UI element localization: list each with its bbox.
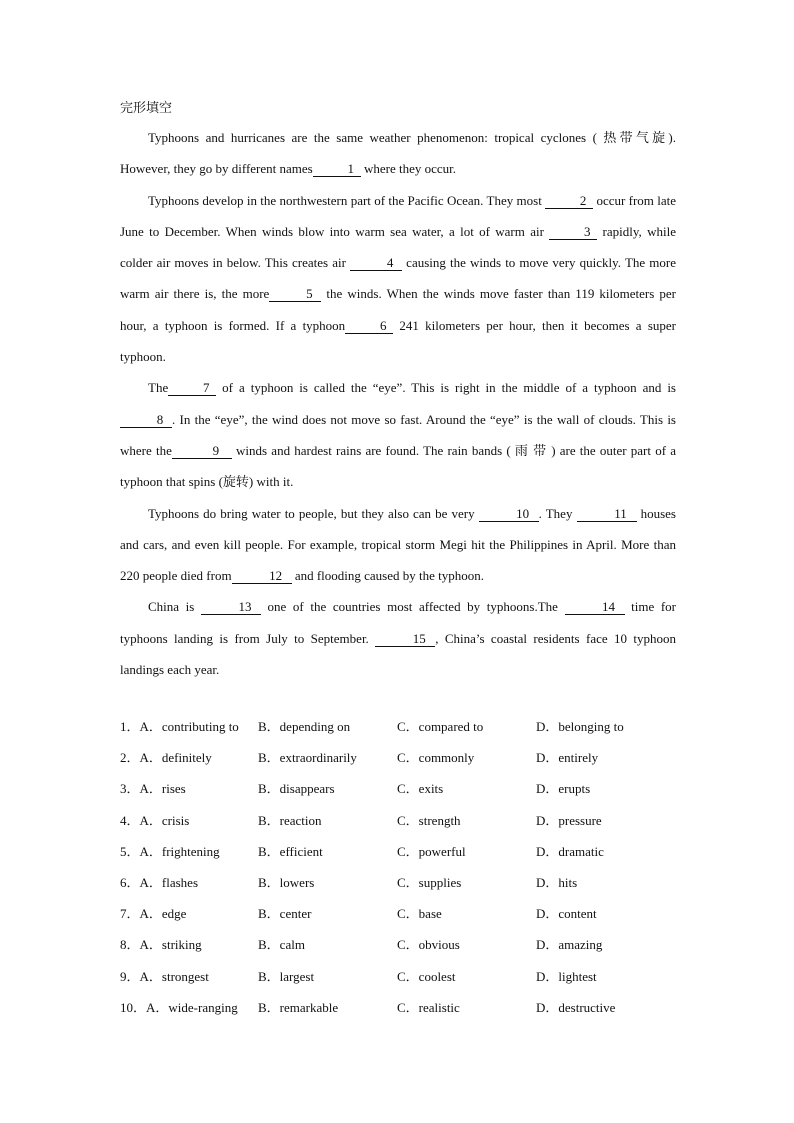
option-d (536, 966, 676, 985)
option-d (536, 872, 676, 891)
option-text: B．calm (258, 937, 305, 953)
question-row-10 (120, 991, 680, 1022)
passage-text: and flooding caused by the typhoon. (291, 568, 484, 584)
question-row-2 (120, 741, 680, 772)
option-a (120, 903, 258, 922)
option-text: A．wide-ranging (146, 999, 238, 1015)
option-text: A．edge (139, 906, 187, 922)
passage-text: rapidly, while colder air moves in below. This creates air (120, 223, 676, 271)
option-a (120, 872, 258, 891)
option-text: A．strongest (139, 968, 209, 984)
question-number: 10． (120, 999, 147, 1015)
option-text: D．dramatic (536, 843, 604, 859)
option-text: D．content (536, 906, 597, 922)
passage-paragraph (120, 498, 676, 592)
option-text: C．powerful (397, 843, 466, 859)
option-text: B．efficient (258, 843, 323, 859)
question-row-4 (120, 804, 680, 835)
question-number: 1． (120, 719, 140, 735)
blank-4: 4 (350, 255, 402, 271)
option-text: B．center (258, 906, 312, 922)
option-text: D．entirely (536, 750, 599, 766)
option-d (536, 997, 676, 1016)
option-text: C．strength (397, 812, 461, 828)
blank-2: 2 (545, 193, 593, 209)
option-d (536, 841, 676, 860)
question-number: 4． (120, 812, 140, 828)
option-text: B．lowers (258, 875, 315, 891)
option-text: D．lightest (536, 968, 597, 984)
option-b (258, 997, 397, 1016)
option-c (397, 810, 536, 829)
option-text: A．striking (139, 937, 202, 953)
option-a (120, 747, 258, 766)
option-d (536, 934, 676, 953)
blank-11: 11 (577, 506, 637, 522)
blank-13: 13 (201, 599, 261, 615)
option-a (120, 997, 258, 1016)
option-text: B．extraordinarily (258, 750, 357, 766)
option-b (258, 810, 397, 829)
option-b (258, 872, 397, 891)
question-number: 7． (120, 906, 140, 922)
question-row-8 (120, 928, 680, 959)
option-text: D．destructive (536, 999, 616, 1015)
answer-options (120, 710, 680, 1022)
passage-paragraph (120, 591, 676, 685)
passage-paragraph (120, 122, 676, 185)
passage-text: houses and cars, and even kill people. For example, tropical storm Megi hit the Philippines in April. More than 220 people died from (120, 505, 676, 584)
option-c (397, 966, 536, 985)
passage-text: where they occur. (360, 161, 457, 177)
option-text: C．base (397, 906, 442, 922)
option-text: C．compared to (397, 719, 484, 735)
option-a (120, 810, 258, 829)
question-number: 5． (120, 843, 140, 859)
option-text: A．rises (139, 781, 186, 797)
option-b (258, 966, 397, 985)
option-text: B．disappears (258, 781, 335, 797)
option-d (536, 747, 676, 766)
option-d (536, 778, 676, 797)
option-text: A．frightening (139, 843, 220, 859)
question-number: 8． (120, 937, 140, 953)
option-text: C．coolest (397, 968, 456, 984)
option-c (397, 872, 536, 891)
option-text: A．contributing to (139, 719, 239, 735)
blank-3: 3 (549, 224, 597, 240)
question-row-7 (120, 897, 680, 928)
option-text: C．obvious (397, 937, 460, 953)
option-text: B．depending on (258, 719, 351, 735)
option-text: B．largest (258, 968, 315, 984)
blank-8: 8 (120, 412, 172, 428)
option-text: A．definitely (139, 750, 212, 766)
cloze-passage (120, 122, 676, 685)
option-a (120, 934, 258, 953)
question-row-1 (120, 710, 680, 741)
question-row-3 (120, 772, 680, 803)
option-a (120, 716, 258, 735)
blank-5: 5 (269, 286, 321, 302)
section-title: 完形填空 (120, 100, 173, 115)
passage-text: The (148, 380, 169, 396)
option-text: D．pressure (536, 812, 602, 828)
question-number: 2． (120, 750, 140, 766)
blank-7: 7 (168, 380, 216, 396)
blank-10: 10 (479, 506, 539, 522)
option-text: D．amazing (536, 937, 603, 953)
option-text: D．belonging to (536, 719, 624, 735)
question-row-9 (120, 960, 680, 991)
blank-9: 9 (172, 443, 232, 459)
question-number: 6． (120, 875, 140, 891)
option-text: B．remarkable (258, 999, 339, 1015)
option-b (258, 903, 397, 922)
question-number: 3． (120, 781, 140, 797)
option-a (120, 966, 258, 985)
option-text: C．exits (397, 781, 444, 797)
option-text: A．crisis (139, 812, 190, 828)
passage-text: time for typhoons landing is from July to September. (120, 599, 676, 646)
blank-15: 15 (375, 631, 435, 647)
option-c (397, 747, 536, 766)
option-text: D．hits (536, 875, 578, 891)
option-c (397, 778, 536, 797)
passage-text: Typhoons and hurricanes are the same weather phenomenon: tropical cyclones ( 热带气旋). However, they go by different names (120, 130, 676, 177)
option-text: A．flashes (139, 875, 199, 891)
passage-text: 241 kilometers per hour, then it becomes a super typhoon. (120, 317, 676, 365)
option-d (536, 810, 676, 829)
question-row-5 (120, 835, 680, 866)
question-row-6 (120, 866, 680, 897)
blank-1: 1 (313, 161, 361, 177)
option-text: C．realistic (397, 999, 460, 1015)
option-c (397, 841, 536, 860)
passage-text: Typhoons do bring water to people, but they also can be very (148, 505, 479, 521)
passage-text: Typhoons develop in the northwestern part of the Pacific Ocean. They most (148, 192, 546, 208)
passage-text: . They (538, 505, 577, 521)
passage-text: one of the countries most affected by typhoons.The (260, 599, 565, 615)
blank-6: 6 (345, 318, 393, 334)
option-text: B．reaction (258, 812, 322, 828)
passage-text: of a typhoon is called the “eye”. This is right in the middle of a typhoon and is (216, 380, 676, 396)
blank-12: 12 (232, 568, 292, 584)
option-b (258, 747, 397, 766)
blank-14: 14 (565, 599, 625, 615)
option-a (120, 778, 258, 797)
option-text: D．erupts (536, 781, 591, 797)
option-c (397, 997, 536, 1016)
passage-text: . In the “eye”, the wind does not move so fast. Around the “eye” is the wall of clouds. This is where the (120, 411, 676, 458)
option-b (258, 841, 397, 860)
option-c (397, 903, 536, 922)
option-d (536, 716, 676, 735)
passage-text: the winds. When the winds move faster than 119 kilometers per hour, a typhoon is formed. If a typhoon (120, 286, 676, 333)
option-c (397, 934, 536, 953)
option-c (397, 716, 536, 735)
question-number: 9． (120, 968, 140, 984)
passage-paragraph (120, 372, 676, 497)
option-text: C．supplies (397, 875, 462, 891)
option-b (258, 934, 397, 953)
passage-text: causing the winds to move very quickly. The more warm air there is, the more (120, 255, 676, 302)
passage-text: occur from late June to December. When winds blow into warm sea water, a lot of warm air (120, 192, 676, 239)
passage-text: winds and hardest rains are found. The rain bands ( 雨 带 ) are the outer part of a typhoon that spins (旋转) with it. (120, 442, 676, 490)
option-b (258, 778, 397, 797)
passage-text: China is (148, 599, 201, 615)
option-a (120, 841, 258, 860)
option-d (536, 903, 676, 922)
option-b (258, 716, 397, 735)
passage-text: , China’s coastal residents face 10 typhoon landings each year. (120, 630, 677, 678)
passage-paragraph (120, 185, 676, 373)
option-text: C．commonly (397, 750, 475, 766)
